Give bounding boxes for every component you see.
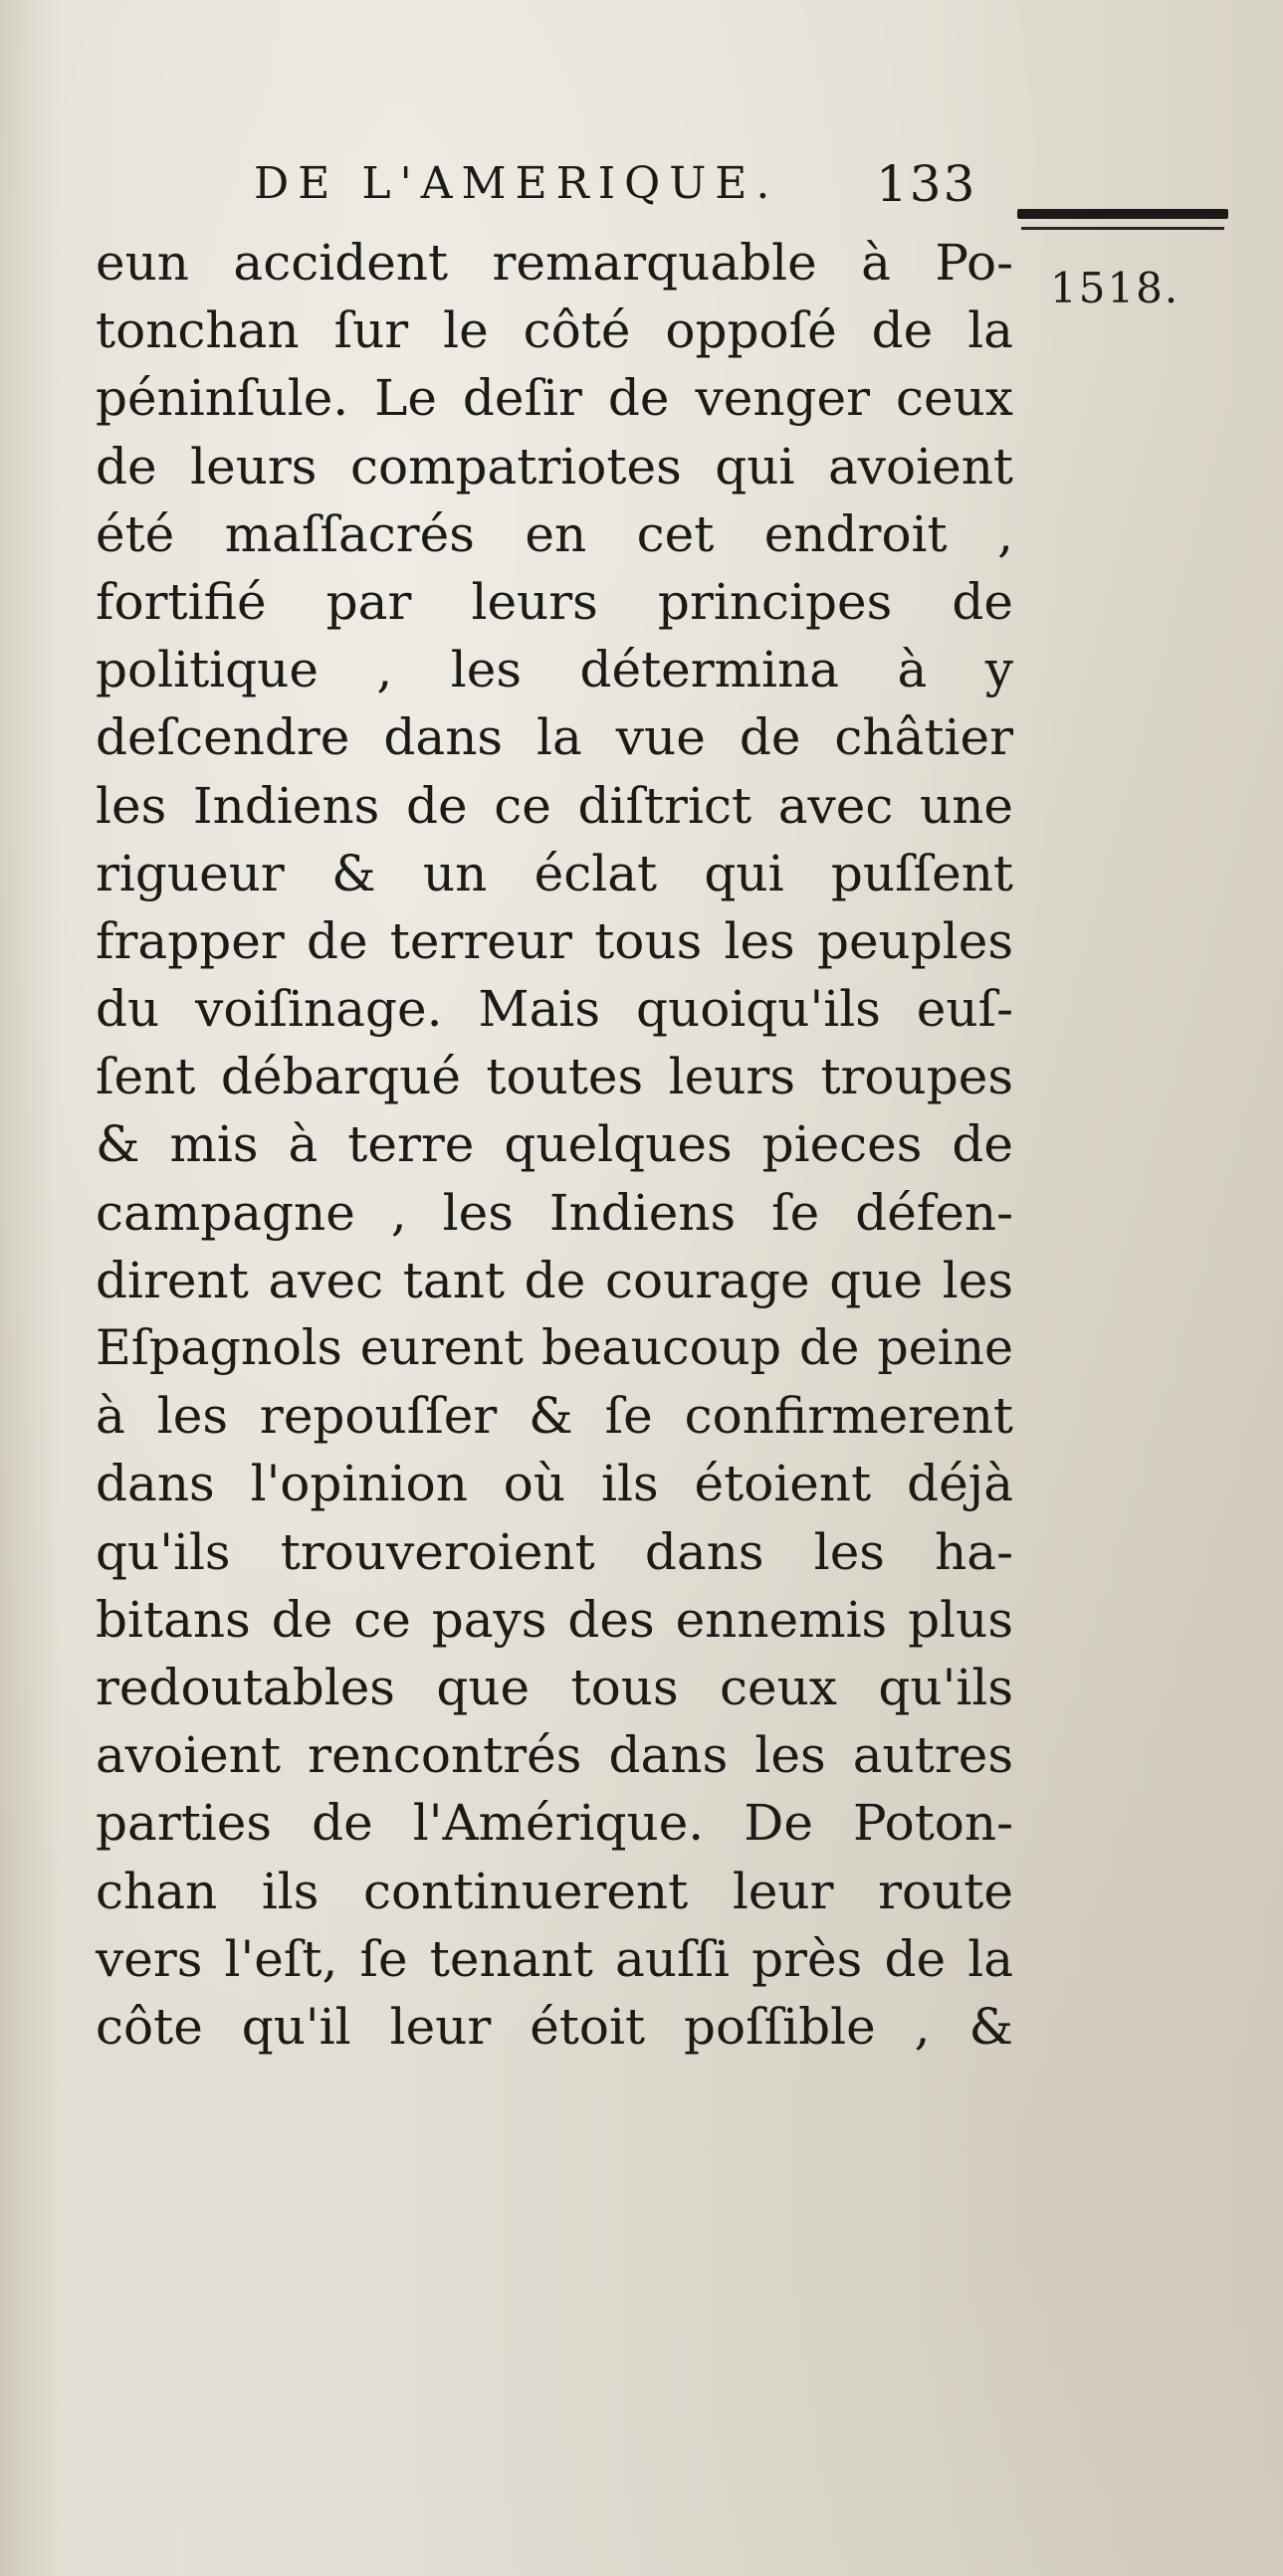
text-line: parties de l'Amérique. De Poton- bbox=[96, 1794, 1013, 1853]
text-line: campagne , les Indiens ſe défen- bbox=[96, 1183, 1013, 1242]
text-line: & mis à terre quelques pieces de bbox=[96, 1115, 1013, 1174]
margin-rule bbox=[1017, 209, 1228, 245]
margin-year-note: 1518. bbox=[1050, 264, 1180, 312]
text-line: du voiſinage. Mais quoiqu'ils euſ- bbox=[96, 980, 1013, 1039]
text-line: deſcendre dans la vue de châtier bbox=[96, 708, 1013, 767]
margin-rule-thick bbox=[1017, 209, 1228, 219]
text-line: dirent avec tant de courage que les bbox=[96, 1251, 1013, 1309]
running-head-title: DE L'AMERIQUE. bbox=[254, 158, 779, 209]
page-number: 133 bbox=[876, 155, 977, 213]
text-line: rigueur & un éclat qui puſſent bbox=[96, 844, 1013, 902]
running-head bbox=[0, 149, 1035, 219]
text-line: dans l'opinion où ils étoient déjà bbox=[96, 1455, 1013, 1513]
text-line: Eſpagnols eurent beaucoup de peine bbox=[96, 1319, 1013, 1376]
text-line: vers l'eſt, ſe tenant auſſi près de la bbox=[96, 1929, 1013, 1988]
margin-rule-thin bbox=[1021, 227, 1224, 230]
text-line: été maſſacrés en cet endroit , bbox=[96, 504, 1013, 563]
text-line: de leurs compatriotes qui avoient bbox=[96, 437, 1013, 495]
text-line: redoutables que tous ceux qu'ils bbox=[96, 1658, 1013, 1716]
text-line: péninſule. Le deſir de venger ceux bbox=[96, 369, 1013, 428]
text-line: avoient rencontrés dans les autres bbox=[96, 1726, 1013, 1785]
text-line: qu'ils trouveroient dans les ha- bbox=[96, 1522, 1013, 1581]
text-line: fortifié par leurs principes de bbox=[96, 572, 1013, 631]
text-line: frapper de terreur tous les peuples bbox=[96, 911, 1013, 970]
text-line: ſent débarqué toutes leurs troupes bbox=[96, 1048, 1013, 1106]
text-line: tonchan ſur le côté oppoſé de la bbox=[96, 301, 1013, 360]
text-line: eun accident remarquable à Po- bbox=[96, 234, 1013, 292]
text-line: côte qu'il leur étoit poſſible , & bbox=[96, 1997, 1013, 2056]
text-line: chan ils continuerent leur route bbox=[96, 1862, 1013, 1920]
text-line: les Indiens de ce diſtrict avec une bbox=[96, 776, 1013, 835]
text-line: bitans de ce pays des ennemis plus bbox=[96, 1590, 1013, 1649]
text-line: politique , les détermina à y bbox=[96, 641, 1013, 699]
body-text bbox=[96, 229, 1013, 2061]
text-line: à les repouſſer & ſe confirmerent bbox=[96, 1387, 1013, 1446]
